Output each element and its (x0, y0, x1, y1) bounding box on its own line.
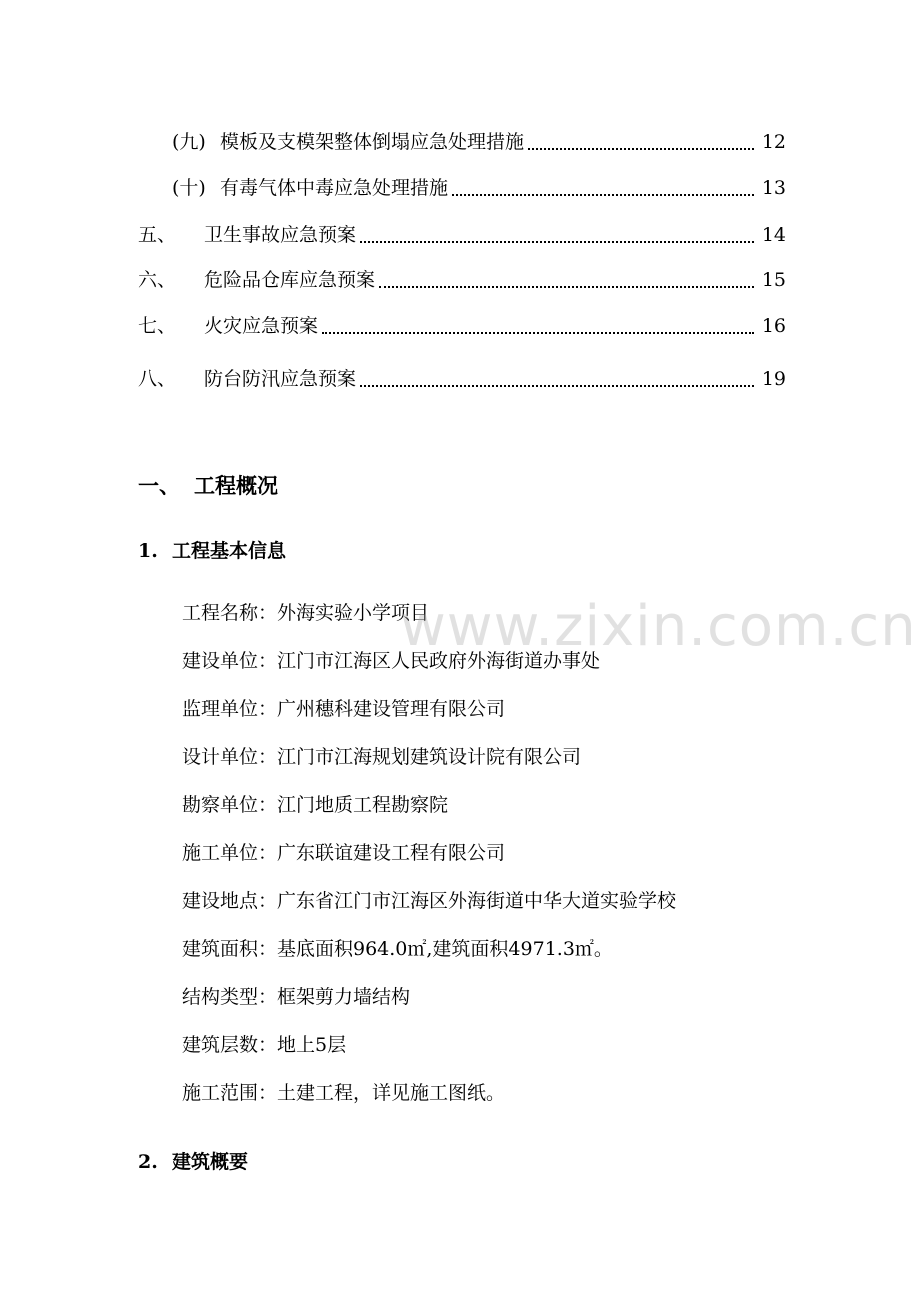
subsection-number: 1. (138, 540, 158, 562)
info-designer: 设计单位：江门市江海规划建筑设计院有限公司 (182, 746, 582, 768)
toc-entry[interactable] (0, 173, 920, 203)
toc-dot-leader (528, 148, 754, 150)
info-structure: 结构类型：框架剪力墙结构 (182, 986, 411, 1008)
toc-dot-leader (360, 241, 754, 243)
info-contractor: 施工单位：广东联谊建设工程有限公司 (182, 842, 506, 864)
info-developer: 建设单位：江门市江海区人民政府外海街道办事处 (182, 650, 601, 672)
toc-entry-page: 13 (756, 173, 786, 203)
toc-entry[interactable] (0, 364, 920, 394)
toc-entry[interactable] (0, 265, 920, 295)
subsection-title: 工程基本信息 (172, 540, 287, 562)
toc-entry-title: 卫生事故应急预案 (204, 220, 358, 250)
toc-entry-page: 12 (756, 127, 786, 157)
toc-entry-number: (十) (172, 177, 206, 199)
subsection-number: 2. (138, 1151, 158, 1173)
info-surveyor: 勘察单位：江门地质工程勘察院 (182, 794, 449, 816)
toc-entry-number: (九) (172, 131, 206, 153)
subsection-heading (138, 536, 286, 566)
toc-entry-page: 16 (756, 311, 786, 341)
toc-dot-leader (379, 286, 754, 288)
info-project-name: 工程名称：外海实验小学项目 (182, 602, 430, 624)
info-area: 建筑面积：基底面积964.0㎡,建筑面积4971.3㎡。 (182, 938, 613, 960)
toc-entry-number: 六、 (138, 269, 177, 291)
info-scope: 施工范围：土建工程，详见施工图纸。 (182, 1082, 506, 1104)
toc-dot-leader (360, 385, 754, 387)
subsection-heading (138, 1147, 248, 1177)
watermark: www.zixin.com.cn (400, 594, 917, 659)
subsection-title: 建筑概要 (172, 1151, 249, 1173)
info-floors: 建筑层数：地上5层 (182, 1034, 347, 1056)
toc-dot-leader (322, 332, 754, 334)
toc-entry-title: 危险品仓库应急预案 (204, 265, 377, 295)
toc-dot-leader (452, 194, 754, 196)
section-title: 工程概况 (194, 473, 278, 498)
section-heading (138, 470, 278, 502)
toc-entry-title: 防台防汛应急预案 (204, 364, 358, 394)
toc-entry-number: 七、 (138, 315, 177, 337)
toc-entry-page: 15 (756, 265, 786, 295)
section-number: 一、 (138, 473, 180, 498)
toc-entry-number: 八、 (138, 368, 177, 390)
toc-entry-page: 19 (756, 364, 786, 394)
toc-entry[interactable] (0, 220, 920, 250)
toc-entry-number: 五、 (138, 224, 177, 246)
toc-entry-page: 14 (756, 220, 786, 250)
toc-entry-title: 有毒气体中毒应急处理措施 (220, 173, 450, 203)
info-location: 建设地点：广东省江门市江海区外海街道中华大道实验学校 (182, 890, 677, 912)
toc-entry[interactable] (0, 127, 920, 157)
info-supervisor: 监理单位：广州穗科建设管理有限公司 (182, 698, 506, 720)
toc-entry-title: 模板及支模架整体倒塌应急处理措施 (220, 127, 526, 157)
toc-entry[interactable] (0, 311, 920, 341)
toc-entry-title: 火灾应急预案 (204, 311, 320, 341)
